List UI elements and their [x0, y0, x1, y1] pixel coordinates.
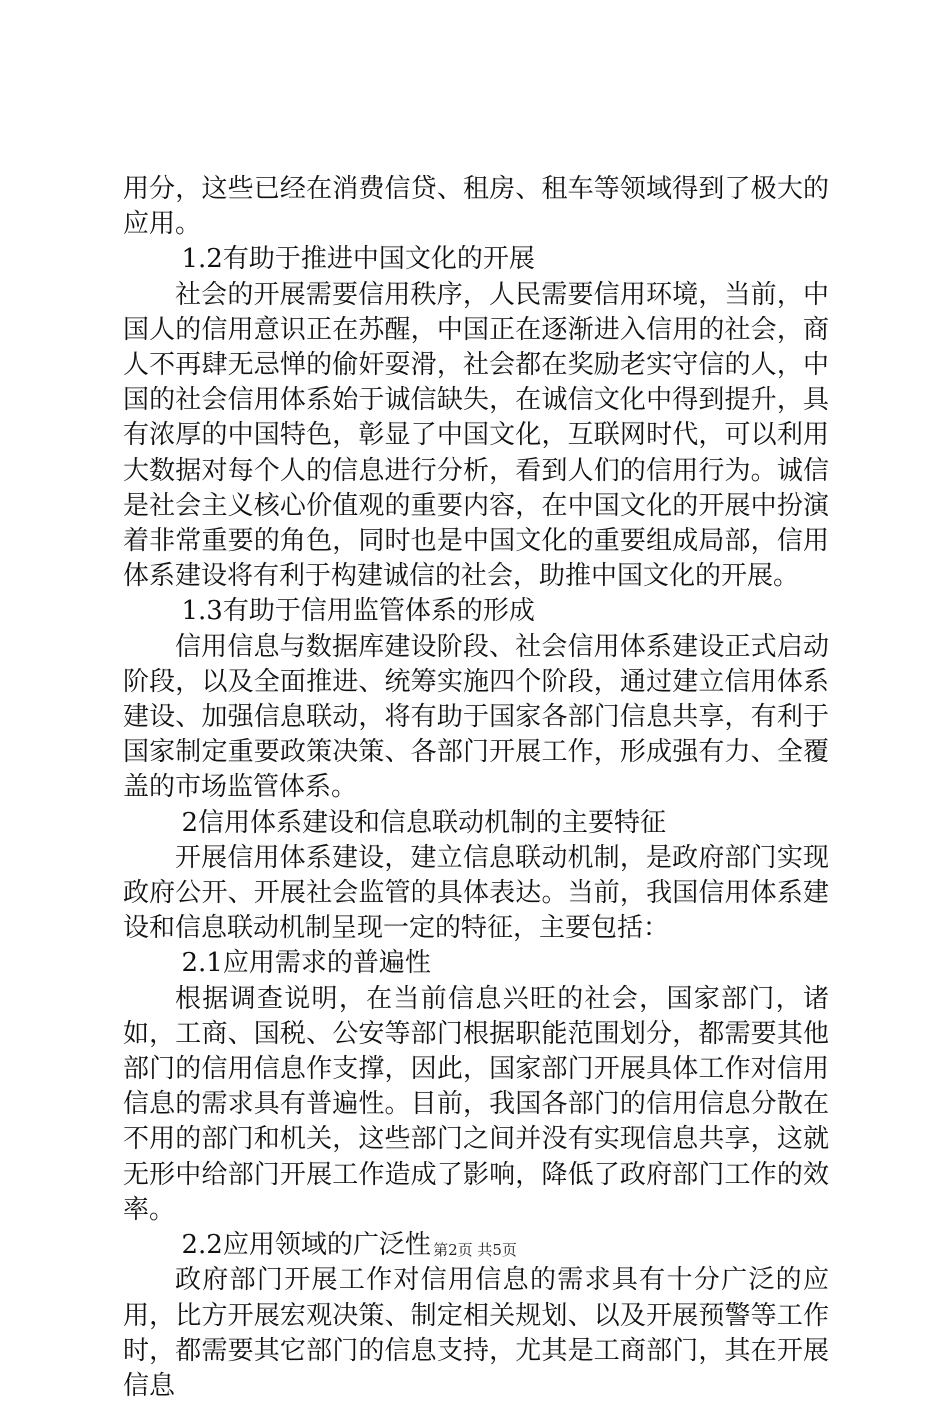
paragraph: 开展信用体系建设，建立信息联动机制，是政府部门实现政府公开、开展社会监管的具体表达。当前，我国信用体系建设和信息联动机制呈现一定的特征，主要包括：	[123, 842, 829, 944]
section-heading-1-2: 1.2有助于推进中国文化的开展	[181, 244, 535, 275]
paragraph: 政府部门开展工作对信用信息的需求具有十分广泛的应用，比方开展宏观决策、制定相关规划、以及开展预警等工作时，都需要其它部门的信息支持，尤其是工商部门，其在开展信息	[123, 1265, 829, 1401]
page-number-footer: 第2页 共5页	[433, 1241, 517, 1259]
section-heading-2-1: 2.1应用需求的普遍性	[181, 948, 431, 979]
section-heading-2-2: 2.2应用领域的广泛性	[181, 1230, 431, 1261]
paragraph-continuation: 用分，这些已经在消费信贷、租房、租车等领域得到了极大的应用。	[123, 174, 829, 240]
paragraph: 根据调查说明，在当前信息兴旺的社会，国家部门，诸如，工商、国税、公安等部门根据职能范围划分，都需要其他部门的信用信息作支撑，因此，国家部门开展具体工作对信用信息的需求具有普遍性。目前，我国各部门的信用信息分散在不用的部门和机关，这些部门之间并没有实现信息共享，这就无形中给部门开展工作造成了影响，降低了政府部门工作的效率。	[123, 983, 829, 1225]
section-heading-2: 2信用体系建设和信息联动机制的主要特征	[181, 807, 667, 838]
section-heading-1-3: 1.3有助于信用监管体系的形成	[181, 596, 535, 627]
paragraph: 社会的开展需要信用秩序，人民需要信用环境，当前，中国人的信用意识正在苏醒，中国正在逐渐进入信用的社会，商人不再肆无忌惮的偷奸耍滑，社会都在奖励老实守信的人，中国的社会信用体系始于诚信缺失，在诚信文化中得到提升，具有浓厚的中国特色，彰显了中国文化，互联网时代，可以利用大数据对每个人的信息进行分析，看到人们的信用行为。诚信是社会主义核心价值观的重要内容，在中国文化的开展中扮演着非常重要的角色，同时也是中国文化的重要组成局部，信用体系建设将有利于构建诚信的社会，助推中国文化的开展。	[123, 279, 829, 592]
document-body	[123, 172, 829, 1404]
paragraph: 信用信息与数据库建设阶段、社会信用体系建设正式启动阶段，以及全面推进、统筹实施四个阶段，通过建立信用体系建设、加强信息联动，将有助于国家各部门信息共享，有利于国家制定重要政策决策、各部门开展工作，形成强有力、全覆盖的市场监管体系。	[123, 631, 829, 803]
